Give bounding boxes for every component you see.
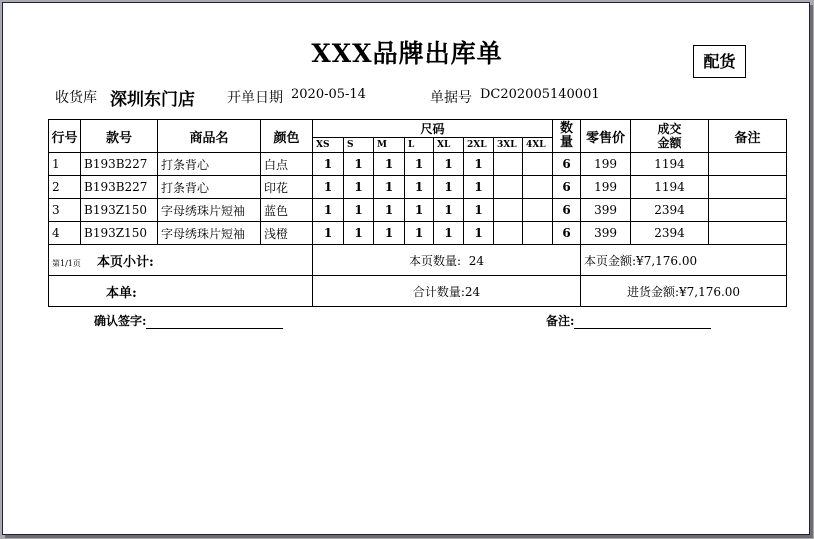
row-size-qty: 1: [344, 222, 374, 245]
size-4xl: 4XL: [523, 138, 553, 153]
row-style: B193Z150: [81, 199, 158, 222]
row-size-qty: 1: [434, 153, 464, 176]
row-size-qty: 1: [405, 199, 434, 222]
document-title: XXX品牌出库单: [311, 39, 503, 68]
size-3xl: 3XL: [494, 138, 523, 153]
row-name: 字母绣珠片短袖: [158, 222, 261, 245]
row-size-qty: 1: [464, 176, 494, 199]
row-note: [709, 199, 787, 222]
row-size-qty: [494, 199, 523, 222]
row-style: B193B227: [81, 153, 158, 176]
row-qty: 6: [553, 176, 581, 199]
row-price: 399: [581, 222, 631, 245]
row-size-qty: 1: [374, 176, 405, 199]
row-size-qty: [494, 176, 523, 199]
row-qty: 6: [553, 222, 581, 245]
row-no: 2: [49, 176, 81, 199]
row-size-qty: 1: [313, 222, 344, 245]
size-xl: XL: [434, 138, 464, 153]
row-size-qty: [494, 222, 523, 245]
row-size-qty: 1: [434, 176, 464, 199]
row-size-qty: 1: [405, 153, 434, 176]
docno-value: DC202005140001: [480, 87, 600, 102]
col-row-no: 行号: [49, 120, 81, 153]
size-m: M: [374, 138, 405, 153]
size-2xl: 2XL: [464, 138, 494, 153]
date-label: 开单日期: [227, 90, 283, 106]
row-price: 199: [581, 176, 631, 199]
col-color: 颜色: [261, 120, 313, 153]
row-color: 印花: [261, 176, 313, 199]
row-size-qty: 1: [313, 153, 344, 176]
row-size-qty: 1: [405, 222, 434, 245]
row-amount: 2394: [631, 199, 709, 222]
items-table: [48, 119, 787, 307]
col-size: 尺码: [313, 120, 553, 138]
row-size-qty: 1: [374, 222, 405, 245]
row-amount: 1194: [631, 153, 709, 176]
row-amount: 2394: [631, 222, 709, 245]
note-label: 备注:: [546, 314, 575, 328]
total-qty: 合计数量:24: [313, 276, 581, 307]
row-note: [709, 153, 787, 176]
receiver-label: 收货库: [55, 90, 97, 106]
row-name: 打条背心: [158, 153, 261, 176]
row-no: 1: [49, 153, 81, 176]
col-qty: 数 量: [553, 120, 581, 153]
row-no: 3: [49, 199, 81, 222]
confirm-signature: [94, 312, 283, 329]
subtotal-row: [49, 245, 787, 276]
row-qty: 6: [553, 153, 581, 176]
row-style: B193Z150: [81, 222, 158, 245]
col-style: 款号: [81, 120, 158, 153]
col-price: 零售价: [581, 120, 631, 153]
row-name: 字母绣珠片短袖: [158, 199, 261, 222]
subtotal-cell: [49, 245, 313, 276]
row-color: 浅橙: [261, 222, 313, 245]
table-header-row: [49, 120, 787, 138]
allocation-stamp: 配货: [693, 45, 746, 78]
confirm-label: 确认签字:: [94, 314, 147, 328]
row-qty: 6: [553, 199, 581, 222]
purchase-amount: 进货金额:¥7,176.00: [581, 276, 787, 307]
col-name: 商品名: [158, 120, 261, 153]
size-l: L: [405, 138, 434, 153]
row-size-qty: 1: [344, 176, 374, 199]
row-size-qty: 1: [374, 153, 405, 176]
table-row: [49, 176, 787, 199]
row-size-qty: 1: [434, 222, 464, 245]
row-size-qty: [523, 153, 553, 176]
row-size-qty: [523, 199, 553, 222]
row-size-qty: 1: [374, 199, 405, 222]
date-value: 2020-05-14: [291, 87, 366, 102]
row-size-qty: [523, 222, 553, 245]
row-size-qty: 1: [464, 153, 494, 176]
order-label: 本单:: [106, 285, 137, 301]
receiver-value: 深圳东门店: [110, 90, 195, 110]
row-size-qty: 1: [344, 199, 374, 222]
row-size-qty: [494, 153, 523, 176]
page-qty: 本页数量: 24: [313, 245, 581, 276]
row-size-qty: 1: [313, 176, 344, 199]
row-name: 打条背心: [158, 176, 261, 199]
page-indicator: 第1/1页: [52, 258, 81, 268]
total-row: [49, 276, 787, 307]
table-row: [49, 222, 787, 245]
size-xs: XS: [313, 138, 344, 153]
footer-note: [546, 312, 711, 329]
page-amount: 本页金额:¥7,176.00: [581, 245, 787, 276]
col-note: 备注: [709, 120, 787, 153]
row-amount: 1194: [631, 176, 709, 199]
subtotal-label: 本页小计:: [97, 254, 154, 270]
row-color: 白点: [261, 153, 313, 176]
signature-line: [146, 314, 283, 329]
row-price: 399: [581, 199, 631, 222]
docno-label: 单据号: [430, 90, 472, 106]
row-size-qty: 1: [344, 153, 374, 176]
table-row: [49, 153, 787, 176]
row-no: 4: [49, 222, 81, 245]
row-note: [709, 222, 787, 245]
order-cell: [49, 276, 313, 307]
row-size-qty: 1: [313, 199, 344, 222]
row-size-qty: 1: [434, 199, 464, 222]
row-size-qty: 1: [464, 199, 494, 222]
row-price: 199: [581, 153, 631, 176]
note-line: [574, 314, 711, 329]
row-color: 蓝色: [261, 199, 313, 222]
row-size-qty: [523, 176, 553, 199]
table-row: [49, 199, 787, 222]
col-amount: 成交 金额: [631, 120, 709, 153]
row-size-qty: 1: [464, 222, 494, 245]
row-style: B193B227: [81, 176, 158, 199]
size-s: S: [344, 138, 374, 153]
row-size-qty: 1: [405, 176, 434, 199]
row-note: [709, 176, 787, 199]
